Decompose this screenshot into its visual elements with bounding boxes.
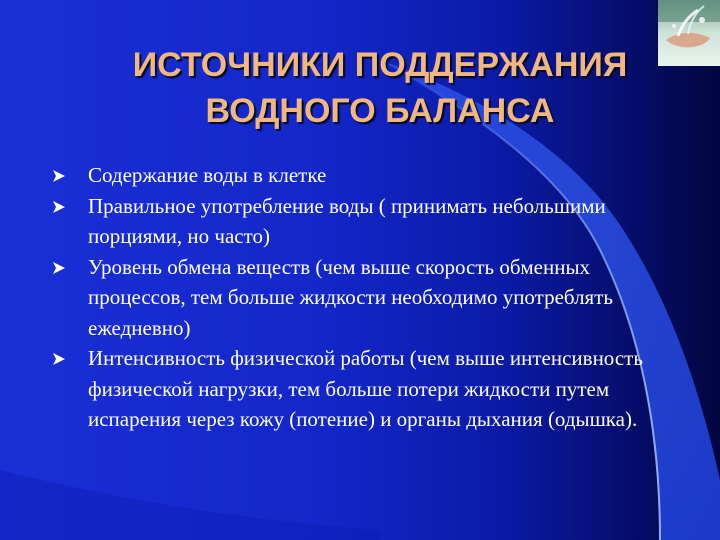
arrow-right-icon (52, 261, 66, 275)
arrow-right-icon (52, 352, 66, 366)
arrow-right-icon (52, 200, 66, 214)
bullet-list (52, 160, 682, 435)
title-line-2: ВОДНОГО БАЛАНСА (205, 92, 555, 130)
bullet-text: Правильное употребление воды ( принимать небольшими порциями, но часто) (88, 193, 606, 248)
title-line-1: ИСТОЧНИКИ ПОДДЕРЖАНИЯ (132, 46, 628, 84)
slide-title (60, 42, 700, 134)
bullet-text: Уровень обмена веществ (чем выше скорость обменных процессов, тем больше жидкости необходимо употреблять ежедневно) (88, 254, 613, 340)
bullet-text: Содержание воды в клетке (88, 163, 327, 187)
arrow-right-icon (52, 169, 66, 183)
bullet-item (52, 252, 682, 344)
bullet-item (52, 160, 682, 191)
bullet-text: Интенсивность физической работы (чем выше интенсивность физической нагрузки, тем больше потери жидкости путем испарения через кожу (потение) и органы дыхания (одышка). (88, 346, 643, 431)
bullet-item (52, 191, 682, 252)
bullet-item (52, 343, 682, 435)
